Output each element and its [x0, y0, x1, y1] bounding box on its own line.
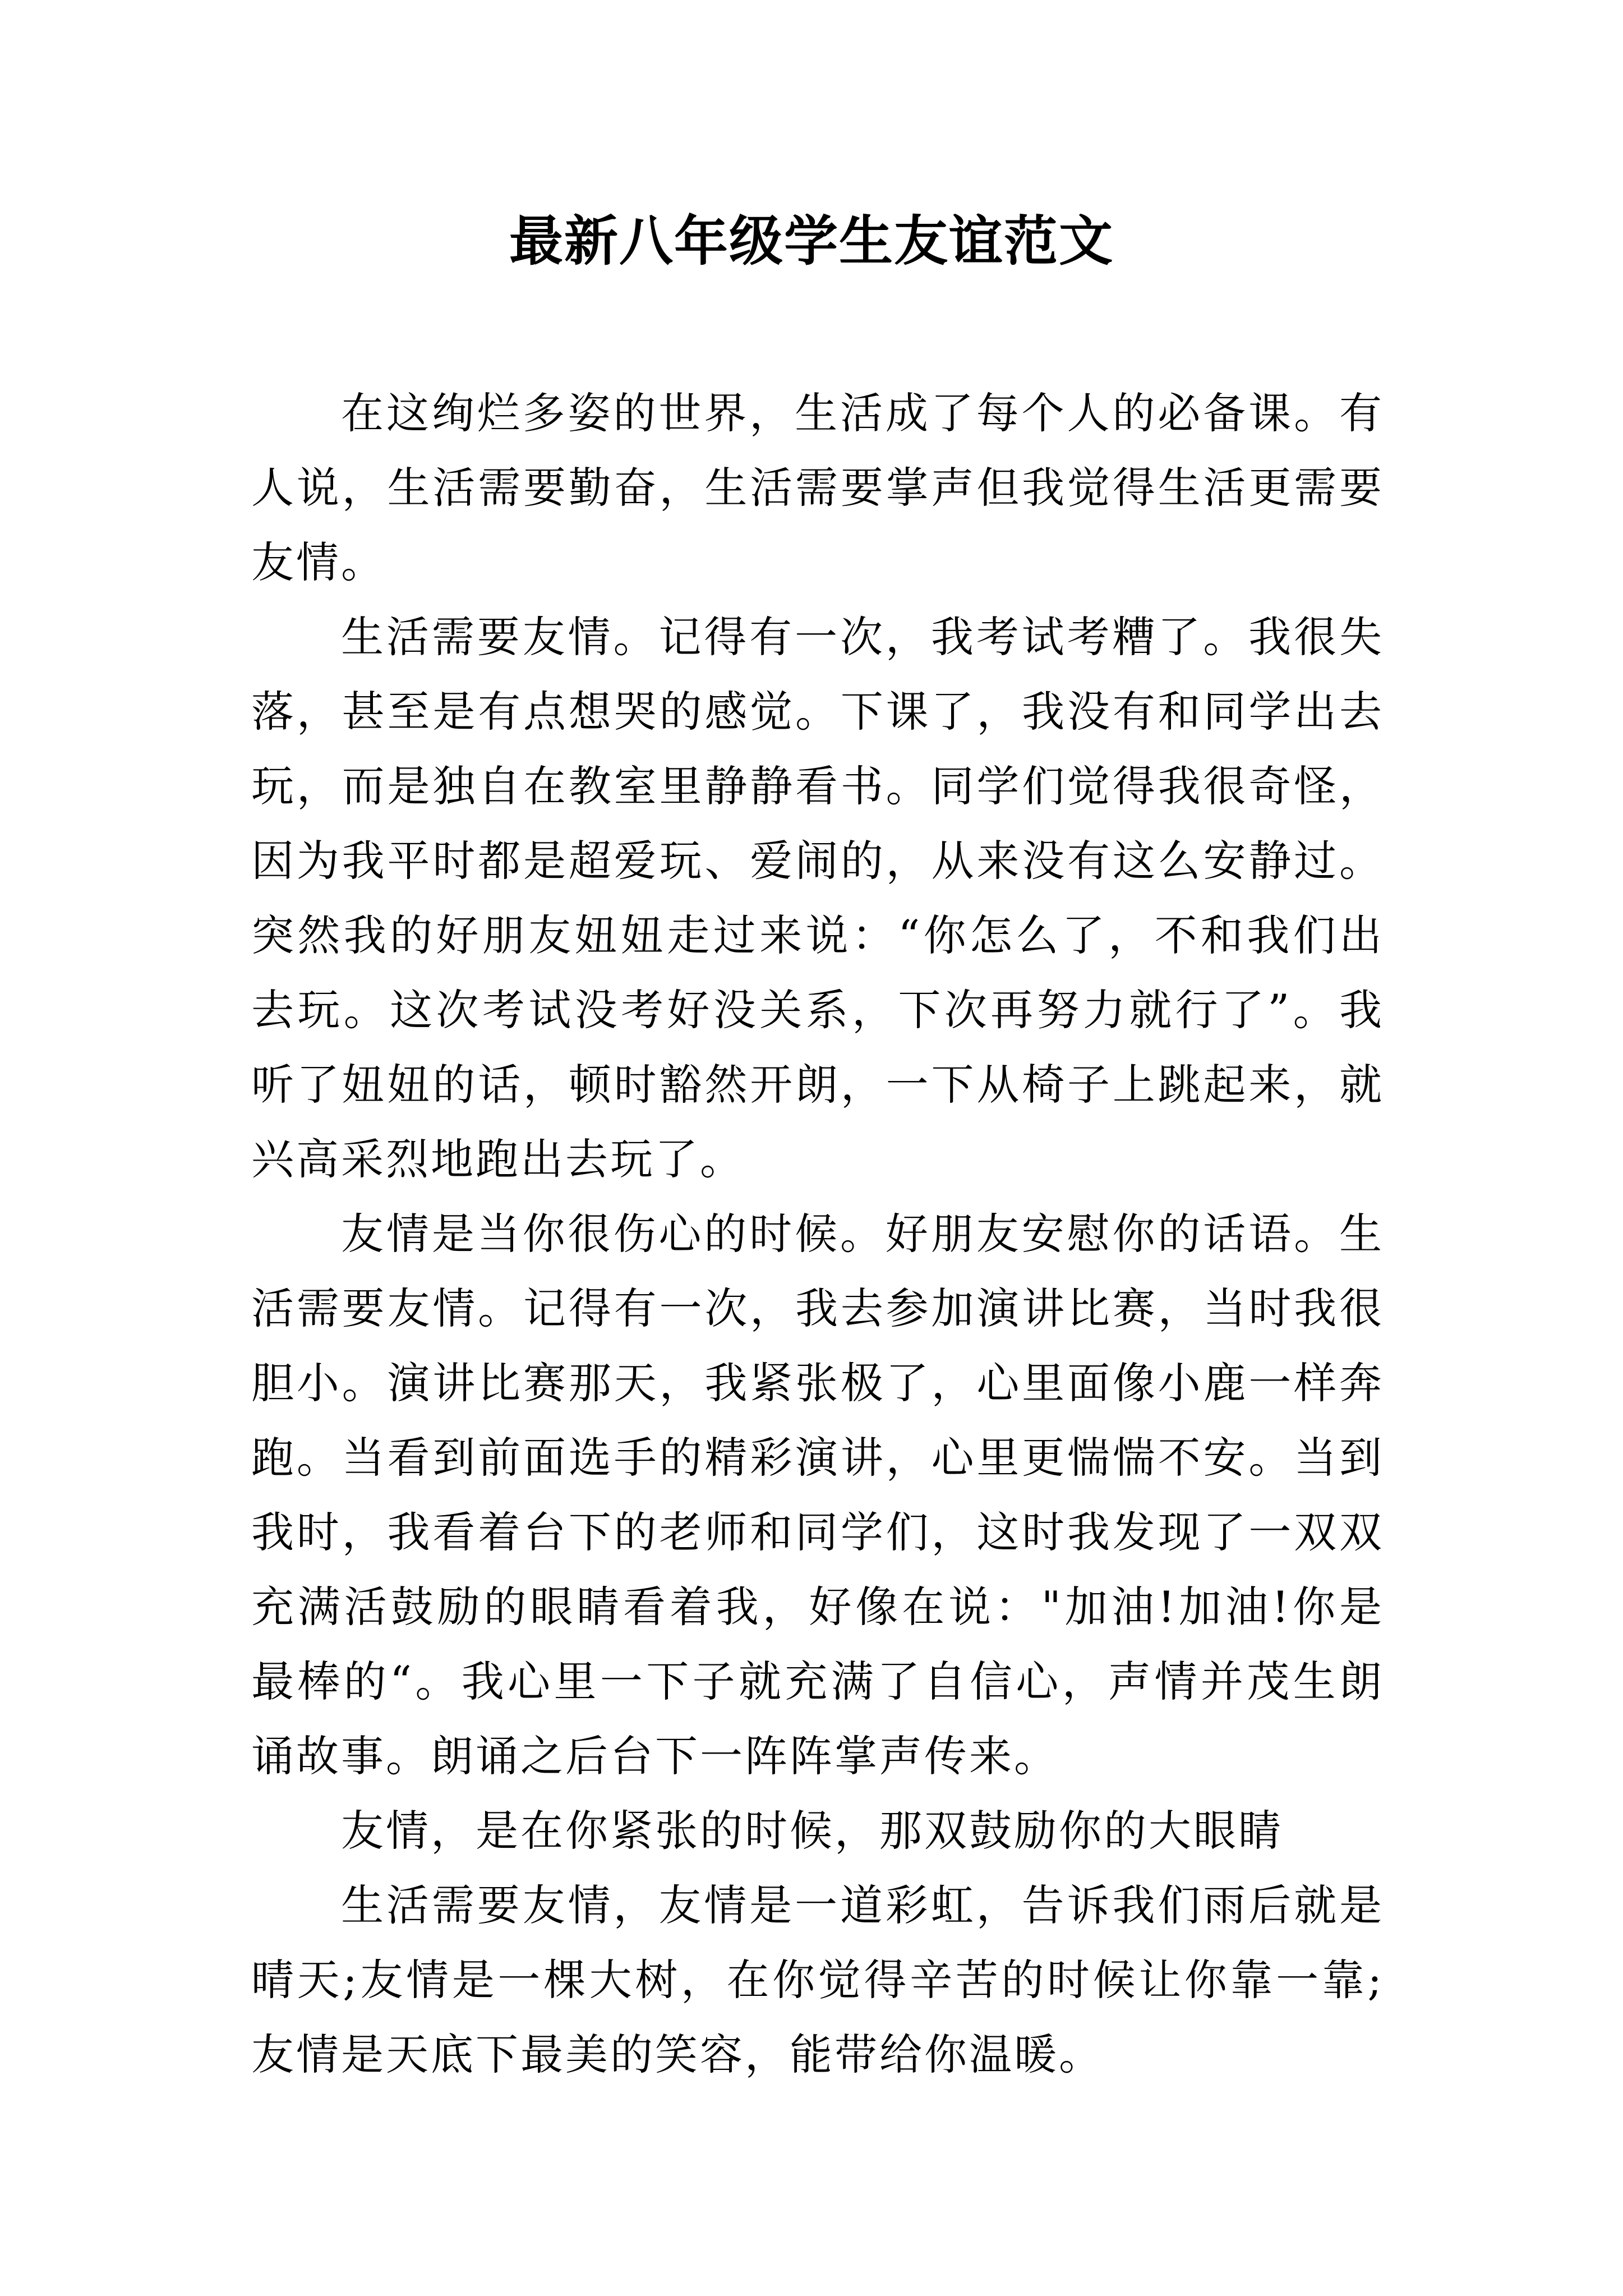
- document-title: 最新八年级学生友谊范文: [509, 210, 1114, 273]
- paragraph: 友情是当你很伤心的时候。好朋友安慰你的话语。生活需要友情。记得有一次，我去参加演讲比赛，当时我很胆小。演讲比赛那天，我紧张极了，心里面像小鹿一样奔跑。当看到前面选手的精彩演讲，心里更惴惴不安。当到我时，我看着台下的老师和同学们，这时我发现了一双双充满活鼓励的眼睛看着我，好像在说："加油!加油!你是最棒的“。我心里一下子就充满了自信心，声情并茂生朗诵故事。朗诵之后台下一阵阵掌声传来。: [251, 1209, 1384, 1781]
- paragraph: 生活需要友情。记得有一次，我考试考糟了。我很失落，甚至是有点想哭的感觉。下课了，我没有和同学出去玩，而是独自在教室里静静看书。同学们觉得我很奇怪，因为我平时都是超爱玩、爱闹的，从来没有这么安静过。突然我的好朋友妞妞走过来说：“你怎么了，不和我们出去玩。这次考试没考好没关系，下次再努力就行了”。我听了妞妞的话，顿时豁然开朗，一下从椅子上跳起来，就兴高采烈地跑出去玩了。: [251, 612, 1384, 1184]
- document-body: [251, 376, 1384, 2092]
- paragraph: 友情，是在你紧张的时候，那双鼓励你的大眼睛: [341, 1806, 1283, 1856]
- paragraph: 在这绚烂多姿的世界，生活成了每个人的必备课。有人说，生活需要勤奋，生活需要掌声但我觉得生活更需要友情。: [251, 388, 1384, 587]
- paragraph: 生活需要友情，友情是一道彩虹，告诉我们雨后就是晴天;友情是一棵大树，在你觉得辛苦的时候让你靠一靠;友情是天底下最美的笑容，能带给你温暖。: [251, 1880, 1384, 2079]
